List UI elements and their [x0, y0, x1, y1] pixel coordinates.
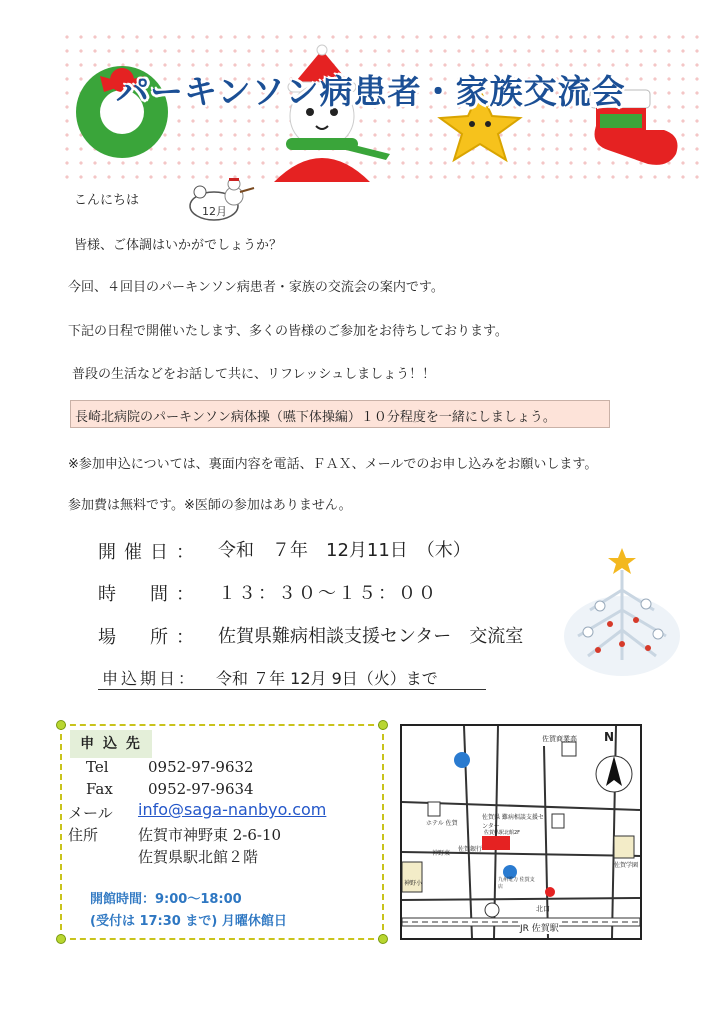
deadline-value: 令和 ７年 12月 9日（火）まで — [216, 669, 438, 688]
deadline-label: 申込期日： — [102, 669, 198, 688]
tel-value[interactable]: 0952-97-9632 — [148, 758, 254, 776]
place-label: 場 所： — [98, 627, 202, 648]
map-hotel: ホテル 佐賀 — [426, 820, 458, 827]
opening-hours: 開館時間：9:00～18:00 — [90, 892, 242, 907]
december-calendar-icon — [186, 178, 258, 222]
page-title: パーキンソン病患者・家族交流会 — [116, 72, 626, 111]
contact-heading: 申 込 先 — [70, 730, 152, 758]
calendar-month-label: 12月 — [202, 205, 227, 218]
address-line-1: 佐賀市神野東 2-6-10 — [138, 826, 282, 844]
map-power-company: 九州電力 佐賀支店 — [498, 877, 535, 890]
fax-value: 0952-97-9634 — [148, 780, 254, 798]
email-link[interactable]: info@saga-nanbyo.com — [138, 800, 327, 819]
date-value: 令和 ７年 12月11日 （木） — [218, 540, 471, 561]
mail-label: メール — [68, 804, 113, 822]
exercise-highlight-box: 長崎北病院のパーキンソン病体操（嚥下体操編）１０分程度を一緒にしましょう。 — [70, 400, 610, 428]
time-value: １３：３０～１５：００ — [218, 583, 438, 604]
intro-line-4: 普段の生活などをお話して共に、リフレッシュしましょう！！ — [72, 367, 436, 382]
map-junction: 神野東 — [432, 850, 451, 857]
date-label: 開催日： — [98, 542, 202, 563]
map-school-top: 佐賀商業高 — [542, 735, 577, 743]
fax-label: Fax — [86, 780, 113, 798]
north-indicator: N — [604, 730, 615, 744]
map-center-sub: 佐賀県駅北館2F — [484, 830, 521, 836]
map-school-left: 神野小 — [404, 880, 423, 887]
snow-tree-icon — [560, 540, 700, 678]
map-bank: 佐賀銀行 — [458, 846, 483, 853]
place-value: 佐賀県難病相談支援センター 交流室 — [218, 626, 524, 647]
time-label: 時 間： — [98, 584, 202, 605]
contact-box — [60, 724, 384, 940]
deadline-row — [98, 662, 486, 690]
intro-line-1: 皆様、ご体調はいかがでしょうか？ — [74, 238, 283, 253]
address-line-2: 佐賀県駅北館２階 — [138, 848, 259, 866]
map-school-right: 佐賀学園 — [614, 862, 639, 869]
greeting-text: こんにちは — [74, 193, 140, 208]
intro-line-3: 下記の日程で開催いたします、多くの皆様のご参加をお待ちしております。 — [68, 324, 508, 339]
access-map — [400, 724, 642, 940]
application-note: ※参加申込については、裏面内容を電話、ＦＡＸ、メールでのお申し込みをお願いします。 — [68, 457, 598, 472]
intro-line-2: 今回、４回目のパーキンソン病患者・家族の交流会の案内です。 — [68, 280, 444, 295]
map-drawing — [402, 726, 640, 938]
address-label: 住所 — [68, 826, 99, 844]
map-north-exit: 北口 — [536, 905, 550, 913]
map-station: JR 佐賀駅 — [520, 921, 559, 934]
tel-label: Tel — [86, 758, 109, 776]
reception-hours: (受付は 17:30 まで) 月曜休館日 — [90, 914, 287, 929]
map-center-name: 佐賀県 難病相談支援センター — [482, 814, 544, 830]
fee-note: 参加費は無料です。※医師の参加はありません。 — [68, 498, 352, 513]
